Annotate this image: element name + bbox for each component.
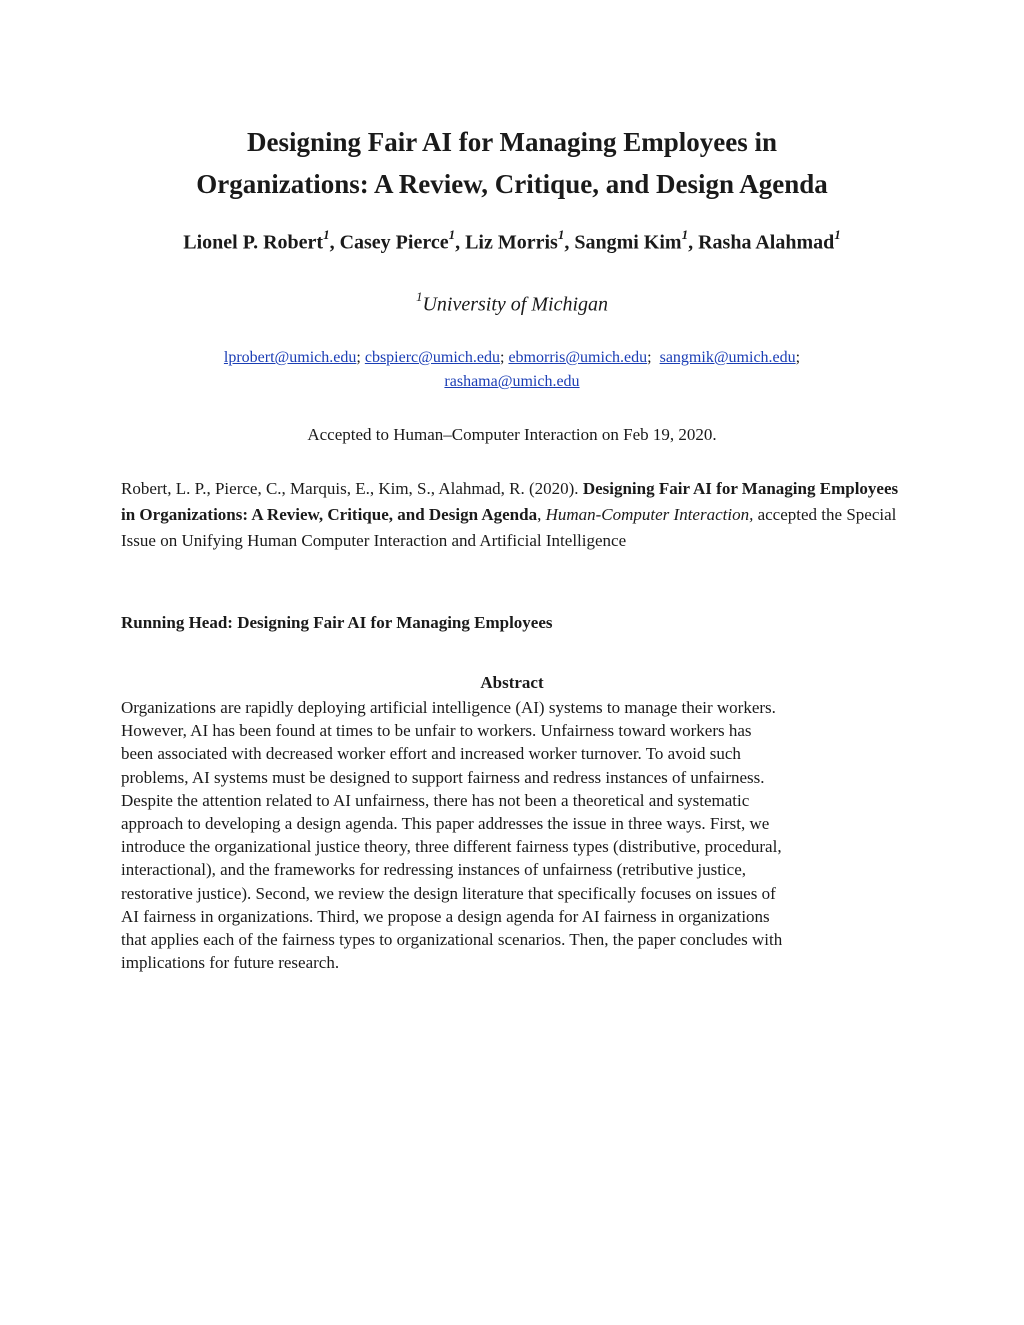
email-line-2 — [60, 370, 964, 394]
abstract-line: Organizations are rapidly deploying artificial intelligence (AI) systems to manage their workers. — [121, 698, 776, 717]
email-link-lprobert[interactable]: lprobert@umich.edu — [223, 349, 357, 366]
abstract-line: implications for future research. — [121, 953, 340, 973]
title-line-2: Organizations: A Review, Critique, and Design Agenda — [196, 169, 828, 199]
affiliation-name: University of Michigan — [422, 293, 609, 316]
abstract-line: restorative justice). Second, we review the design literature that specifically focuses on issues of — [121, 883, 776, 903]
affiliation-mark: 1 — [557, 227, 565, 242]
abstract-line: been associated with decreased worker effort and increased worker turnover. To avoid such — [121, 744, 741, 764]
author-name: Liz Morris — [465, 231, 558, 254]
citation-authors: Robert, L. P., Pierce, C., Marquis, E., Kim, S., Alahmad, R. (2020). — [121, 479, 583, 498]
affiliation — [60, 285, 964, 319]
author-separator: , — [329, 231, 340, 254]
author-separator: , — [688, 231, 699, 254]
abstract-line: interactional), and the frameworks for redressing instances of unfairness (retributive justice, — [121, 860, 746, 880]
affiliation-mark: 1 — [834, 227, 841, 242]
author-name: Rasha Alahmad — [698, 231, 835, 254]
abstract-line: approach to developing a design agenda. This paper addresses the issue in three ways. First, we — [121, 814, 770, 834]
citation — [121, 476, 911, 554]
author-separator: , — [564, 231, 575, 254]
abstract-line: problems, AI systems must be designed to support fairness and redress instances of unfairness. — [121, 767, 765, 787]
acceptance-note: Accepted to Human–Computer Interaction on Feb 19, 2020. — [307, 425, 717, 444]
author-name: Lionel P. Robert — [183, 231, 324, 254]
citation-comma: , — [537, 505, 546, 524]
affiliation-mark: 1 — [323, 227, 330, 242]
email-link-ebmorris[interactable]: ebmorris@umich.edu — [508, 349, 648, 366]
abstract-line: However, AI has been found at times to be unfair to workers. Unfairness toward workers has — [121, 721, 752, 741]
abstract-body — [121, 696, 921, 974]
email-link-sangmik[interactable]: sangmik@umich.edu — [659, 349, 796, 366]
email-list — [60, 346, 964, 394]
author-name: Sangmi Kim — [574, 231, 682, 254]
citation-journal: Human-Computer Interaction, — [545, 505, 754, 524]
running-head: Running Head: Designing Fair AI for Managing Employees — [121, 613, 553, 632]
affiliation-mark: 1 — [681, 227, 689, 242]
abstract-heading: Abstract — [480, 673, 544, 692]
paper-title — [100, 121, 924, 205]
email-link-rashama[interactable]: rashama@umich.edu — [444, 373, 580, 390]
abstract-line: AI fairness in organizations. Third, we propose a design agenda for AI fairness in organizations — [121, 906, 770, 926]
affiliation-mark: 1 — [415, 289, 423, 304]
abstract-line: introduce the organizational justice theory, three different fairness types (distributive, procedural, — [121, 837, 782, 857]
affiliation-mark: 1 — [448, 227, 456, 242]
abstract-line: that applies each of the fairness types to organizational scenarios. Then, the paper concludes with — [121, 930, 783, 950]
citation-rest: accepted the Special Issue on Unifying Human Computer Interaction and Artificial Intelligence — [121, 505, 897, 550]
email-line-1: lprobert@umich.edu; cbspierc@umich.edu; ebmorris@umich.edu; sangmik@umich.edu; — [223, 349, 801, 366]
title-line-1: Designing Fair AI for Managing Employees in — [246, 127, 778, 157]
abstract-line: Despite the attention related to AI unfairness, there has not been a theoretical and systematic — [121, 790, 750, 810]
author-list — [60, 223, 964, 257]
email-link-cbspierc[interactable]: cbspierc@umich.edu — [364, 349, 500, 366]
author-separator: , — [455, 231, 466, 254]
citation-title: Designing Fair AI for Managing Employees in Organizations: A Review, Critique, and Design Agenda — [121, 479, 899, 524]
author-name: Casey Pierce — [339, 231, 449, 254]
